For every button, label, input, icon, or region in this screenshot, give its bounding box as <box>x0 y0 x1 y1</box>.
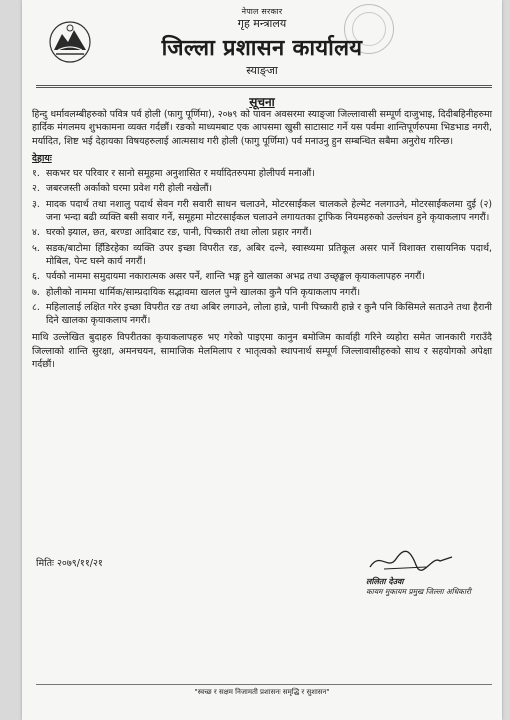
rules-list <box>32 167 492 327</box>
list-item: ५. सडक/बाटोमा हिँडिरहेका व्यक्ति उपर इच्छा विपरीत रङ, अबिर दल्ने, स्वास्थ्यमा प्रतिकूल असर पार्ने विशाक्त रासायनिक पदार्थ, मोबिल, पेन्ट घस्ने कार्य नगरौं। <box>32 242 492 267</box>
closing-paragraph: माथि उल्लेखित बुदाहरु विपरीतका कृयाकलापहरु भए गरेको पाइएमा कानुन बमोजिम कार्वाही गरिने व्यहोरा समेत जानकारी गराउँदै जिल्लाको शान्ति सुरक्षा, अमनचयन, सामाजिक मेलमिलाप र भातृत्वको स्थापनार्थ सम्पूर्ण जिल्लावासीहरुको साथ र सहयोगको अपेक्षा गर्दछौं। <box>32 332 492 371</box>
government-name: नेपाल सरकार <box>241 7 283 16</box>
office-name: जिल्ला प्रशासन कार्यालय <box>161 36 363 61</box>
district-name: स्याङ्जा <box>246 64 278 77</box>
list-item: ६. पर्वको नाममा समुदायमा नकारात्मक असर पर्ने, शान्ति भङ्ग हुने खालका अभद्र तथा उच्छृङ्खल कृयाकलापहरु नगरौं। <box>32 271 425 283</box>
footer-slogan: "स्वच्छ र सक्षम निजामती प्रशासनः समृद्धि र सुशासन" <box>194 688 330 696</box>
signatory-name: ललिता देउवा <box>366 577 404 586</box>
list-item: १. सकभर घर परिवार र सानो समूहमा अनुशासित र मर्यादितरुपमा होलीपर्व मनाऔं। <box>32 168 315 180</box>
rules-label: देहायः <box>32 152 52 164</box>
list-item: ८. महिलालाई लक्षित गरेर इच्छा विपरीत रङ तथा अबिर लगाउने, लोला हान्ने, पानी पिच्कारी हान्ने र कुनै पनि किसिमले सताउने तथा हैरानी दिने खालका कृयाकलाप नगरौं। <box>32 301 492 327</box>
intro-paragraph: हिन्दु धर्मावलम्बीहरुको पवित्र पर्व होली (फागु पूर्णिमा), २०७९ को पावन अवसरमा स्याङ्जा जिल्लावासी सम्पूर्ण दाजुभाइ, दिदीबहिनीहरुमा हार्दिक मंगलमय शुभकामना व्यक्त गर्दछौं। रङको माध्यमबाट एक आपसमा खुसी साटासाट गर्ने यस पर्वमा शान्तिपूर्णरुपमा भिडभाड नगरी, मर्यादित, शिष्ट भई देहायका विषयहरुलाई आत्मसाथ गरी होली (फागु पूर्णिमा) पर्व मनाउनु हुन सम्बन्धित सबैमा अनुरोध गरिन्छ। <box>32 109 492 147</box>
header-divider-second <box>36 87 492 88</box>
ministry-name: गृह मन्त्रालय <box>237 17 287 30</box>
list-item: २. जबरजस्ती अर्काको घरमा प्रवेश गरी होली नखेलौं। <box>32 183 213 195</box>
header-divider <box>36 85 492 86</box>
notice-date: मितिः २०७९/११/२१ <box>36 558 103 569</box>
handwritten-signature <box>366 547 456 575</box>
list-item: ४. घरको झ्याल, छत, बरण्डा आदिबाट रङ, पानी, पिच्कारी तथा लोला प्रहार नगरौं। <box>32 227 312 239</box>
list-item: ७. होलीको नाममा धार्मिक/साम्प्रदायिक सद्भावमा खलल पुग्ने खालका कुनै पनि कृयाकलाप नगरौं। <box>32 286 361 298</box>
list-item: ३. मादक पदार्थ तथा नशालु पदार्थ सेवन गरी सवारी साधन चलाउने, मोटरसाईकल चालकले हेल्मेट नलगाउने, मोटरसाईकलमा दुई (२) जना भन्दा बढी व्यक्ति बसी सवार गर्ने, समूहमा मोटरसाईकल चलाउने लगायतका ट्राफिक नियमहरुको उल्लंघन हुने कृयाकलाप नगरौं। <box>32 198 492 224</box>
notice-body <box>32 108 492 371</box>
notice-page <box>22 0 502 720</box>
signatory-title: कायम मुकायम प्रमुख जिल्ला अधिकारी <box>366 587 471 596</box>
footer-divider <box>36 684 492 685</box>
notice-title: सूचना <box>249 95 275 109</box>
